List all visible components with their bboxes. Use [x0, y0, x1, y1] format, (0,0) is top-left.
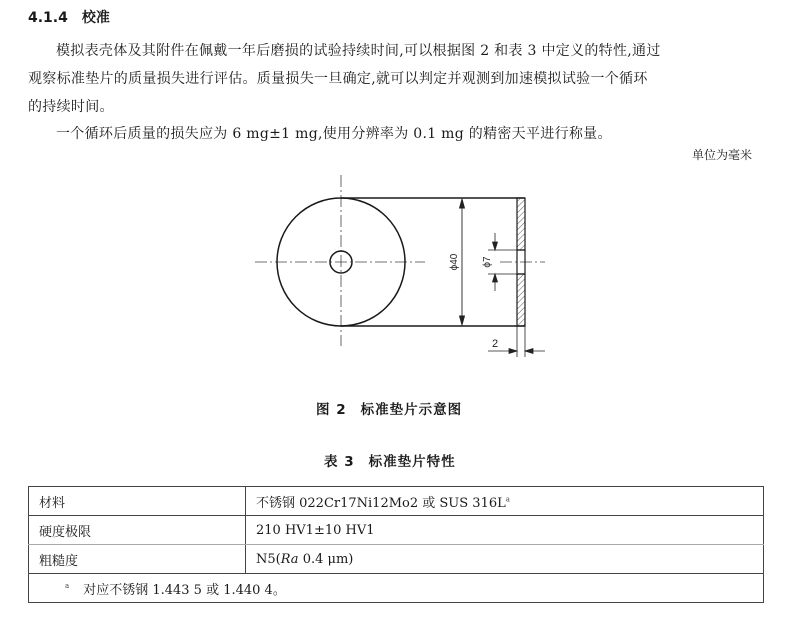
section-hatch-top [517, 198, 525, 250]
dimension-thickness-label: 2 [491, 338, 499, 350]
table-caption [324, 450, 456, 470]
value-cell: N5(Ra 0.4 μm) [246, 545, 764, 574]
table-row [29, 516, 764, 545]
table-label: 表 3 [324, 454, 355, 470]
paragraph-1-line-3: 的持续时间。 [28, 99, 114, 115]
table-footnote: $^a$ 对应不锈钢 1.443 5 或 1.440 4。 [29, 574, 764, 603]
units-note: 单位为毫米 [691, 148, 752, 162]
paragraph-1-line-1: 模拟表壳体及其附件在佩戴一年后磨损的试验持续时间,可以根据图 2 和表 3 中定义的特性,通过 [56, 43, 661, 59]
property-cell: 粗糙度 [29, 545, 246, 574]
table-row [29, 487, 764, 516]
section-title: 校准 [81, 10, 110, 26]
table-footnote-row [29, 574, 764, 603]
section-number: 4.1.4 [28, 10, 68, 26]
figure-label: 图 2 [316, 402, 347, 418]
figure-caption [316, 398, 462, 418]
dimension-hole-label: ϕ7 [482, 256, 493, 268]
value-cell: 不锈钢 022Cr17Ni12Mo2 或 SUS 316L$^a$ [246, 487, 764, 516]
paragraph-1-line-2: 观察标准垫片的质量损失进行评估。质量损失一旦确定,就可以判定并观测到加速模拟试验一个循环 [28, 71, 648, 87]
centerlines [255, 175, 545, 346]
shim-properties-table [28, 486, 764, 603]
dimension-outer-diameter [460, 199, 465, 325]
paragraph-2: 一个循环后质量的损失应为 6 mg±1 mg,使用分辨率为 0.1 mg 的精密天平进行称量。 [56, 126, 612, 142]
figure-title: 标准垫片示意图 [360, 402, 463, 418]
property-cell: 硬度极限 [29, 516, 246, 545]
value-cell: 210 HV1±10 HV1 [246, 516, 764, 545]
dimension-outer-label: ϕ40 [449, 253, 460, 271]
table-row [29, 545, 764, 574]
footnote-marker: a [65, 582, 70, 591]
property-cell: 材料 [29, 487, 246, 516]
footnote-marker: a [505, 495, 510, 504]
section-hatch-bottom [517, 274, 525, 326]
table-title: 标准垫片特性 [368, 454, 456, 470]
